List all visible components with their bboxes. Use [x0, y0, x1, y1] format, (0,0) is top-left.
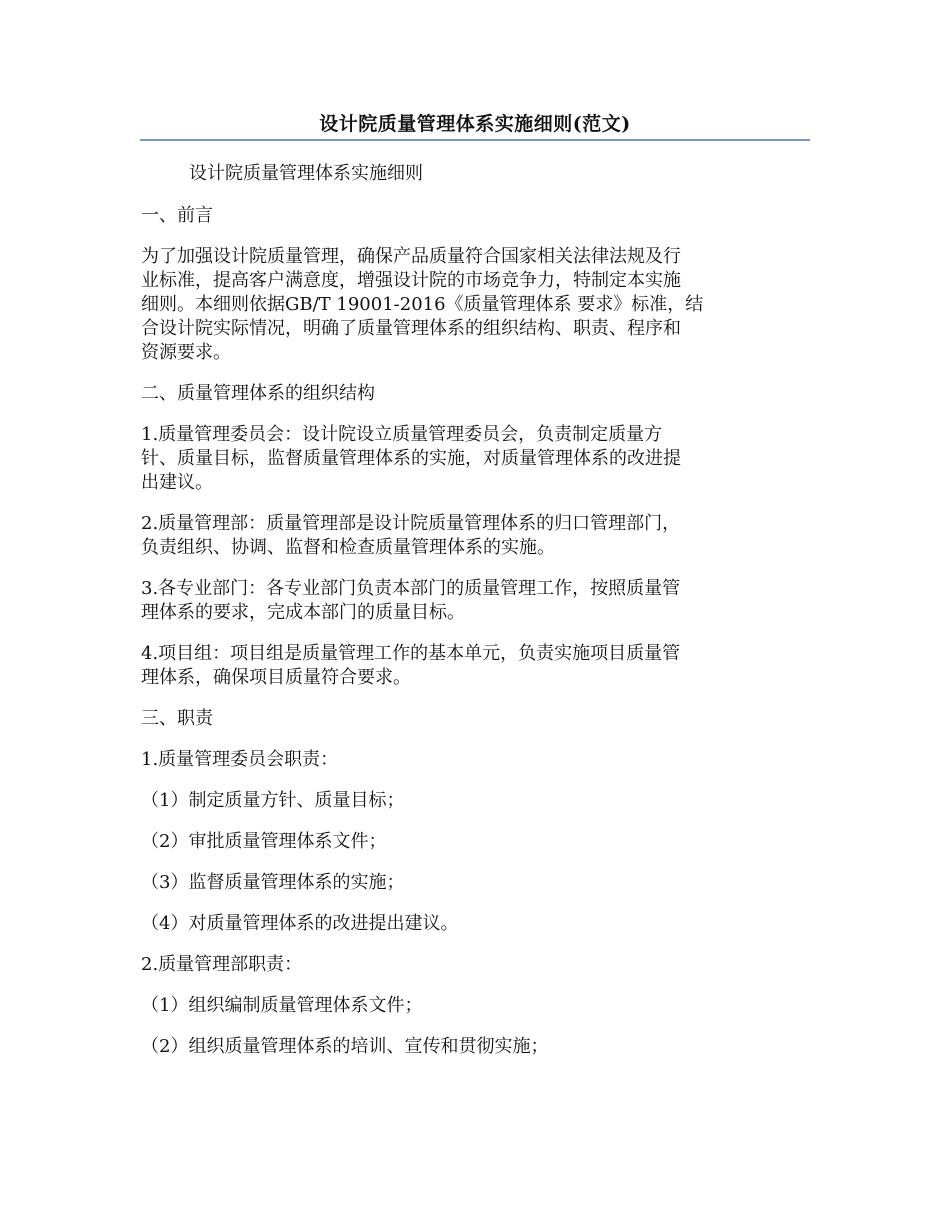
paragraph-line: 资源要求。	[141, 342, 231, 363]
org-item-departments	[141, 577, 801, 625]
paragraph-line: 4.项目组：项目组是质量管理工作的基本单元，负责实施项目质量管	[141, 643, 681, 664]
list-item: （1）组织编制质量管理体系文件；	[141, 995, 423, 1016]
paragraph-line: 2.质量管理部：质量管理部是设计院质量管理体系的归口管理部门，	[141, 513, 681, 534]
paragraph-line: 出建议。	[141, 472, 213, 493]
paragraph-line: 3.各专业部门：各专业部门负责本部门的质量管理工作，按照质量管	[141, 578, 681, 599]
paragraph-line: 业标准，提高客户满意度，增强设计院的市场竞争力，特制定本实施	[141, 270, 681, 291]
list-item: （3）监督质量管理体系的实施；	[141, 872, 405, 893]
paragraph-line: 为了加强设计院质量管理，确保产品质量符合国家相关法律法规及行	[141, 246, 681, 267]
org-item-quality-dept	[141, 512, 801, 560]
document-subtitle: 设计院质量管理体系实施细则	[189, 163, 423, 184]
preface-paragraph	[141, 245, 801, 365]
paragraph-line: 合设计院实际情况，明确了质量管理体系的组织结构、职责、程序和	[141, 318, 681, 339]
section-heading-preface: 一、前言	[141, 205, 213, 226]
subheading-committee-duties: 1.质量管理委员会职责：	[141, 749, 339, 770]
section-heading-responsibilities: 三、职责	[141, 708, 213, 729]
paragraph-line: 负责组织、协调、监督和检查质量管理体系的实施。	[141, 537, 555, 558]
org-item-committee	[141, 423, 801, 495]
list-item: （1）制定质量方针、质量目标；	[141, 790, 405, 811]
section-heading-organization: 二、质量管理体系的组织结构	[141, 383, 375, 404]
org-item-project-team	[141, 642, 801, 690]
list-item: （2）审批质量管理体系文件；	[141, 831, 387, 852]
title-underline	[140, 139, 810, 141]
document-body	[141, 160, 801, 1076]
list-item: （4）对质量管理体系的改进提出建议。	[141, 913, 459, 934]
paragraph-line: 理体系，确保项目质量符合要求。	[141, 667, 411, 688]
paragraph-line: 理体系的要求，完成本部门的质量目标。	[141, 602, 465, 623]
paragraph-line: 细则。本细则依据GB/T 19001-2016《质量管理体系 要求》标准，结	[141, 294, 704, 315]
list-item: （2）组织质量管理体系的培训、宣传和贯彻实施；	[141, 1036, 549, 1057]
document-title: 设计院质量管理体系实施细则(范文)	[319, 113, 631, 135]
subheading-quality-dept-duties: 2.质量管理部职责：	[141, 954, 303, 975]
paragraph-line: 针、质量目标，监督质量管理体系的实施，对质量管理体系的改进提	[141, 448, 681, 469]
paragraph-line: 1.质量管理委员会：设计院设立质量管理委员会，负责制定质量方	[141, 424, 663, 445]
